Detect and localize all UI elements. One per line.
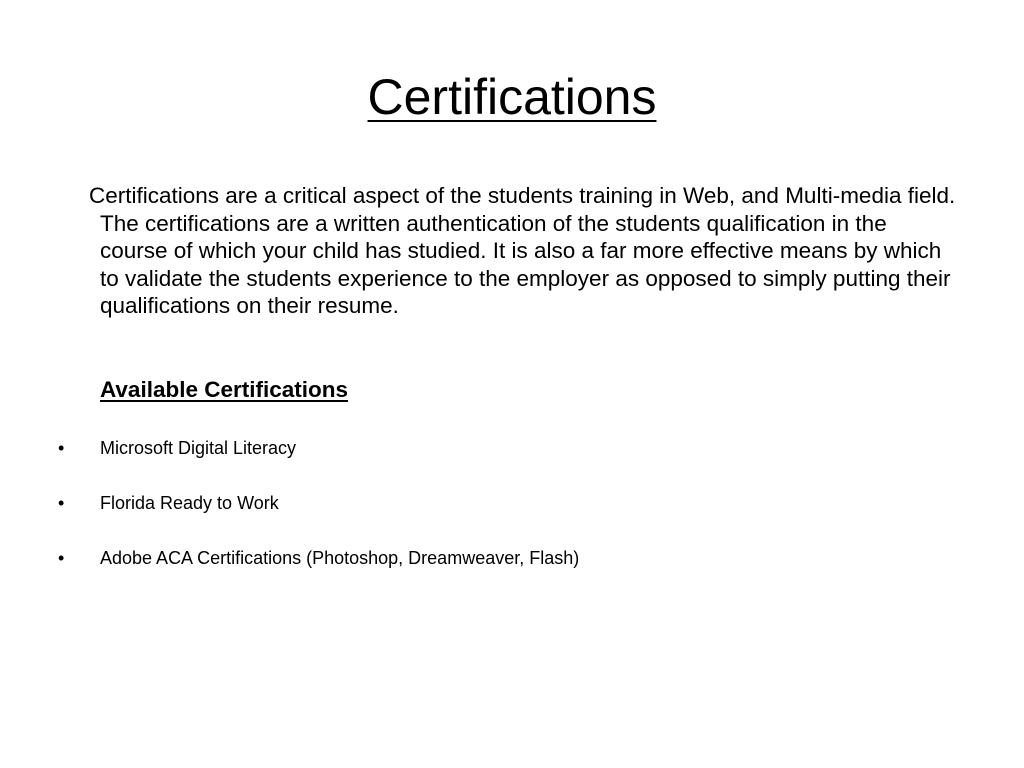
bullet-icon: • [58,438,65,458]
certification-label: Adobe ACA Certifications (Photoshop, Dreamweaver, Flash) [100,548,580,568]
available-certifications-heading: Available Certifications [100,377,348,402]
certifications-list [0,434,1024,599]
slide-title: Certifications [367,69,657,125]
intro-paragraph: Certifications are a critical aspect of the students training in Web, and Multi-media field. The certifications are a written authentication of the students qualification in the course of which your child has studied. It is also a far more effective means by which to validate the students experience to the employer as opposed to simply putting their qualifications on their resume. [89,183,956,319]
bullet-icon: • [58,493,65,513]
certification-label: Microsoft Digital Literacy [100,438,297,458]
list-item [0,434,1024,489]
list-item [0,489,1024,544]
list-item [0,544,1024,599]
certification-label: Florida Ready to Work [100,493,279,513]
bullet-icon: • [58,548,65,568]
